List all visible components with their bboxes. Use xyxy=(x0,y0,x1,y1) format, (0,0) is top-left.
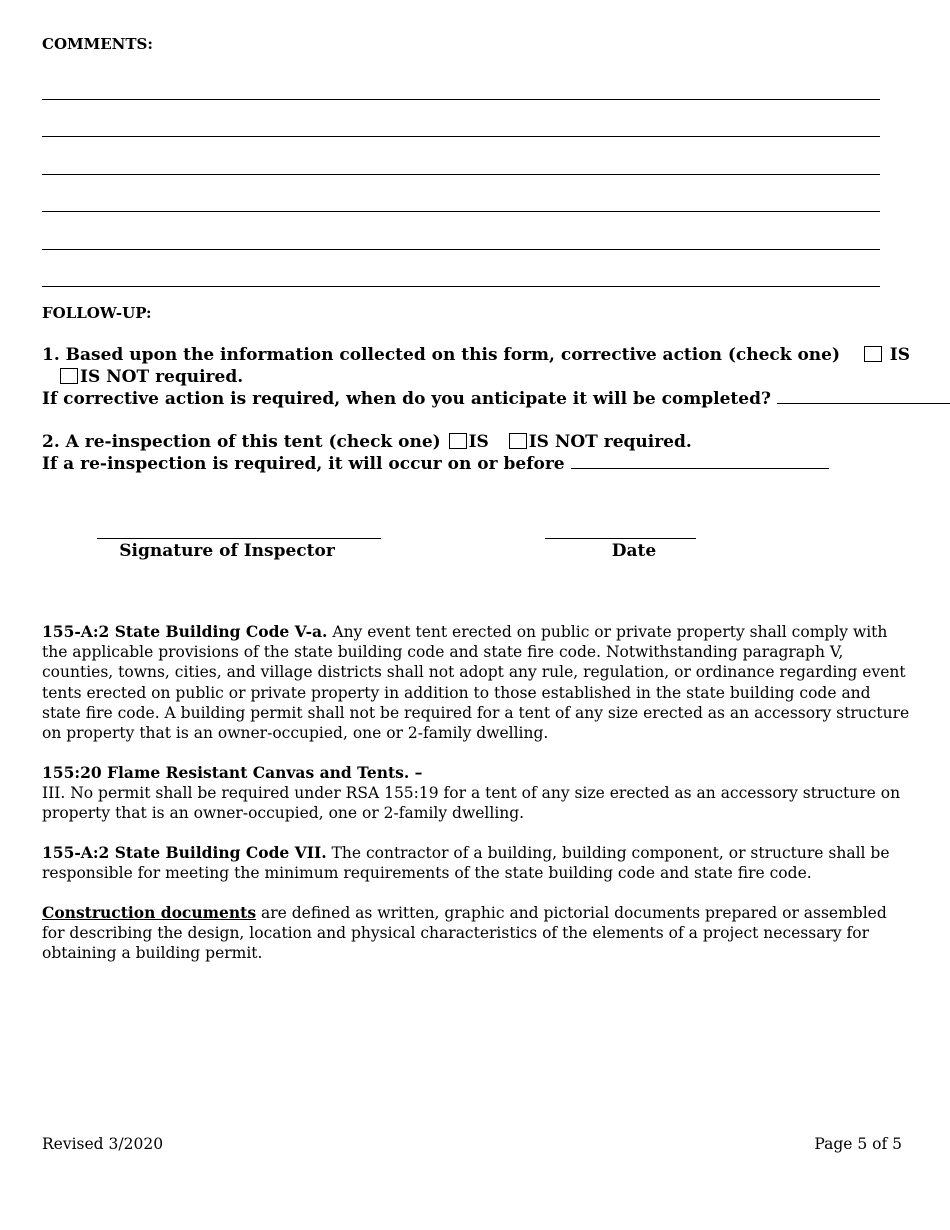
footer-revised: Revised 3/2020 xyxy=(42,1135,164,1153)
comments-label: COMMENTS: xyxy=(42,35,153,53)
question-2-followup xyxy=(42,454,829,474)
question-1-followup xyxy=(42,389,950,409)
comment-line-2[interactable] xyxy=(42,136,880,137)
inspector-signature-line[interactable] xyxy=(97,538,381,539)
q1-completion-date-field[interactable] xyxy=(777,389,950,404)
q1-is-not-label: IS NOT required. xyxy=(80,367,244,387)
p4-body: are defined as written, graphic and pictorial documents prepared or assembled for describing the design, location and physical characteristics of the elements of a project necessary for obtaining a building permit. xyxy=(42,904,887,963)
q2-followup-text: If a re-inspection is required, it will occur on or before xyxy=(42,454,565,474)
date-signature-line[interactable] xyxy=(545,538,696,539)
paragraph-construction-documents xyxy=(42,903,910,964)
q2-is-not-checkbox[interactable] xyxy=(509,433,527,449)
comment-line-4[interactable] xyxy=(42,211,880,212)
q2-reinspection-date-field[interactable] xyxy=(571,454,829,469)
comment-line-6[interactable] xyxy=(42,286,880,287)
p1-body: Any event tent erected on public or private property shall comply with the applicable provisions of the state building code and state fire code. Notwithstanding paragraph V, counties, towns, cities, and village districts shall not adopt any rule, regulation, or ordinance regarding event tents erected on public or private property in addition to those established in the state building code and state fire code. A building permit shall not be required for a tent of any size erected as an accessory structure on property that is an owner-occupied, one or 2-family dwelling. xyxy=(42,623,910,743)
paragraph-flame-resistant xyxy=(42,763,910,824)
p4-title: Construction documents xyxy=(42,903,257,922)
p2-body: III. No permit shall be required under RSA 155:19 for a tent of any size erected as an accessory structure on property that is an owner-occupied, one or 2-family dwelling. xyxy=(42,784,901,823)
p1-title: 155-A:2 State Building Code V-a. xyxy=(42,622,328,641)
q1-followup-text: If corrective action is required, when do you anticipate it will be completed? xyxy=(42,389,771,409)
q1-is-checkbox[interactable] xyxy=(864,346,882,362)
inspector-signature-label: Signature of Inspector xyxy=(119,541,335,561)
question-2-text: 2. A re-inspection of this tent (check one) xyxy=(42,432,441,452)
date-label: Date xyxy=(611,541,657,561)
p2-title: 155:20 Flame Resistant Canvas and Tents. – xyxy=(42,763,423,782)
comment-line-1[interactable] xyxy=(42,99,880,100)
p3-body: The contractor of a building, building component, or structure shall be responsible for meeting the minimum requirements of the state building code and state fire code. xyxy=(42,844,890,883)
question-1 xyxy=(42,345,910,365)
q1-is-not-checkbox[interactable] xyxy=(60,368,78,384)
footer-page-number: Page 5 of 5 xyxy=(814,1135,902,1153)
q2-is-checkbox[interactable] xyxy=(449,433,467,449)
question-2 xyxy=(42,432,692,452)
q2-is-not-label: IS NOT required. xyxy=(528,432,692,452)
paragraph-state-building-code-va xyxy=(42,622,910,743)
paragraph-state-building-code-vii xyxy=(42,843,910,883)
question-1-line-2 xyxy=(58,367,243,387)
q1-is-label: IS xyxy=(889,345,911,365)
followup-label: FOLLOW-UP: xyxy=(42,304,152,322)
question-1-text: 1. Based upon the information collected on this form, corrective action (check one) xyxy=(42,345,841,365)
p3-title: 155-A:2 State Building Code VII. xyxy=(42,843,327,862)
comment-line-5[interactable] xyxy=(42,249,880,250)
comment-line-3[interactable] xyxy=(42,174,880,175)
q2-is-label: IS xyxy=(468,432,489,452)
